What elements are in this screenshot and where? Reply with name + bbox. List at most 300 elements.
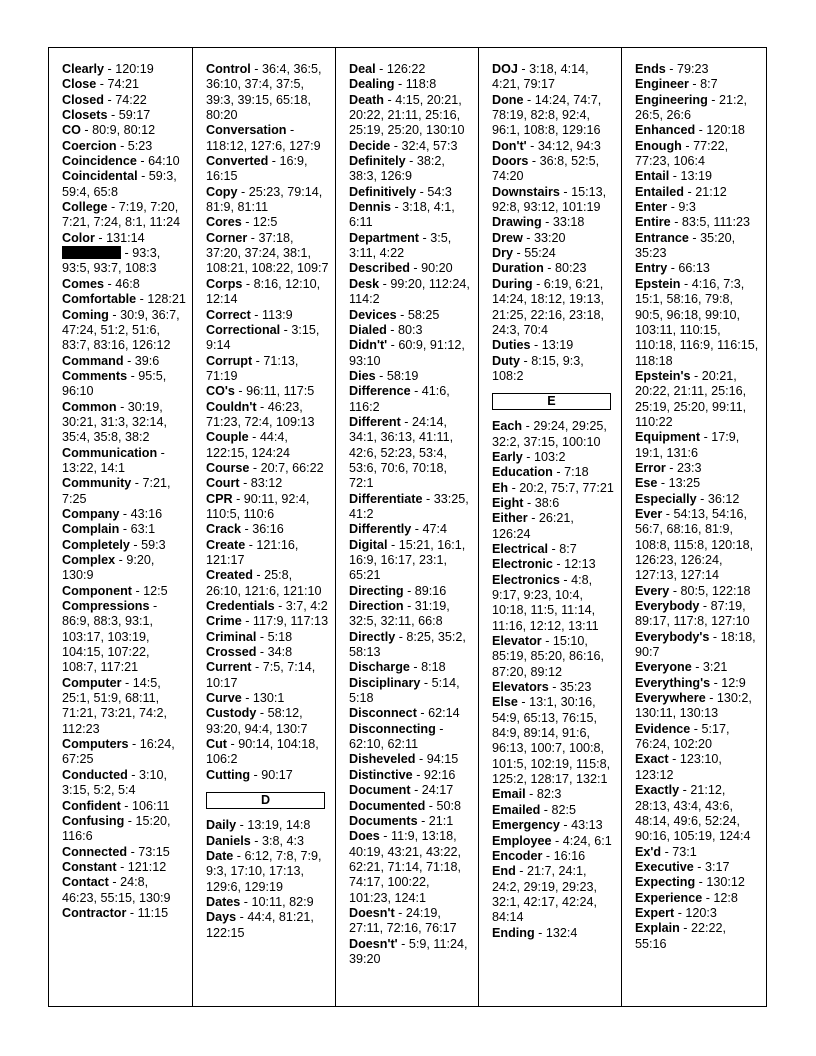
index-entry: Evidence - 5:17, 76:24, 102:20 bbox=[635, 721, 730, 752]
page-refs: 3:17 bbox=[705, 859, 730, 874]
index-entry: Coincidental - 59:3, 59:4, 65:8 bbox=[62, 169, 177, 199]
index-term: Dennis bbox=[349, 200, 391, 215]
page-refs: 4:24, 6:1 bbox=[562, 833, 612, 848]
page-refs: 7:19, 7:20, 7:21, 7:24, 8:1, 11:24 bbox=[62, 200, 181, 230]
index-entry: Electronic - 12:13 bbox=[492, 557, 596, 572]
page-refs: 120:18 bbox=[706, 123, 745, 138]
index-entry: Explain - 22:22, 55:16 bbox=[635, 921, 727, 951]
page-refs: 6:12, 7:8, 7:9, 9:3, 17:10, 17:13, 129:6, 129:19 bbox=[206, 848, 322, 894]
index-term: Desk bbox=[349, 276, 380, 291]
page-refs: 13:22, 14:1 bbox=[62, 460, 126, 475]
page-refs: 71:13, 71:19 bbox=[206, 353, 299, 383]
index-term: Ending bbox=[492, 925, 535, 940]
index-term: Direction bbox=[349, 599, 404, 614]
index-entry: Crack - 36:16 bbox=[206, 522, 284, 537]
index-term: Computer bbox=[62, 675, 122, 690]
page-refs: 30:9, 36:7, 47:24, 51:2, 51:6, 83:7, 83:16, 126:12 bbox=[62, 307, 180, 353]
index-term: Devices bbox=[349, 307, 397, 322]
index-entry: Don't' - 34:12, 94:3 bbox=[492, 138, 601, 153]
page-refs: 34:8 bbox=[267, 645, 293, 660]
index-term: Enhanced bbox=[635, 123, 696, 138]
index-term: Ends bbox=[635, 62, 666, 76]
index-entry: Epstein - 4:16, 7:3, 15:1, 58:16, 79:8, 90:5, 96:18, 99:10, 103:11, 110:15, 110:18, 116:9, 116:15, 118:18 bbox=[635, 276, 759, 368]
page-refs: 83:5, 111:23 bbox=[681, 215, 751, 230]
page-refs: 21:12, 28:13, 43:4, 43:6, 48:14, 49:6, 52:24, 90:16, 105:19, 124:4 bbox=[635, 783, 751, 844]
index-entry: Dry - 55:24 bbox=[492, 246, 556, 261]
index-entry: Enhanced - 120:18 bbox=[635, 123, 745, 138]
page-refs: 24:19, 27:11, 72:16, 76:17 bbox=[349, 905, 457, 936]
index-entry: Couldn't - 46:23, 71:23, 72:4, 109:13 bbox=[206, 399, 315, 429]
index-entry: Entailed - 21:12 bbox=[635, 184, 727, 199]
index-term: Distinctive bbox=[349, 767, 413, 782]
index-entry: Decide - 32:4, 57:3 bbox=[349, 138, 458, 153]
index-term: Couldn't bbox=[206, 399, 257, 414]
index-term: Closed bbox=[62, 92, 104, 107]
index-entry: Difference - 41:6, 116:2 bbox=[349, 384, 450, 414]
index-entry: Corps - 8:16, 12:10, 12:14 bbox=[206, 276, 321, 307]
index-entry: Early - 103:2 bbox=[492, 449, 566, 464]
index-entry: Encoder - 16:16 bbox=[492, 848, 586, 863]
index-term: Couple bbox=[206, 430, 249, 445]
index-entry: Conducted - 3:10, 3:15, 5:2, 5:4 bbox=[62, 767, 167, 798]
page-refs: 80:9, 80:12 bbox=[92, 123, 156, 138]
index-term: Disheveled bbox=[349, 752, 416, 767]
index-term: Epstein's bbox=[635, 368, 691, 383]
index-entry: Engineering - 21:2, 26:5, 26:6 bbox=[635, 92, 747, 123]
index-entry: Completely - 59:3 bbox=[62, 537, 166, 552]
index-entry: Eh - 20:2, 75:7, 77:21 bbox=[492, 480, 614, 495]
index-entry: Executive - 3:17 bbox=[635, 859, 730, 874]
index-entry: Equipment - 17:9, 19:1, 131:6 bbox=[635, 430, 740, 460]
index-term: College bbox=[62, 200, 108, 215]
index-term: Corrupt bbox=[206, 353, 253, 368]
page-refs: 79:23 bbox=[677, 62, 709, 76]
index-entry: Correct - 113:9 bbox=[206, 307, 293, 322]
page-refs: 73:15 bbox=[138, 844, 170, 859]
index-term: Equipment bbox=[635, 430, 701, 445]
index-term: Error bbox=[635, 460, 666, 475]
index-term: Cores bbox=[206, 215, 242, 230]
index-entry: Days - 44:4, 81:21, 122:15 bbox=[206, 910, 314, 940]
page-refs: 33:18 bbox=[552, 215, 585, 230]
index-term: Clearly bbox=[62, 62, 105, 76]
index-entry: Create - 121:16, 121:17 bbox=[206, 537, 299, 567]
page-refs: 8:15, 9:3, 108:2 bbox=[492, 353, 584, 383]
index-term: Crime bbox=[206, 614, 242, 629]
index-term: CO bbox=[62, 123, 81, 138]
index-term: Each bbox=[492, 419, 523, 434]
page-refs: 118:12, 127:6, 127:9 bbox=[206, 138, 321, 153]
index-term: Cutting bbox=[206, 767, 251, 782]
index-entry: Confident - 106:11 bbox=[62, 798, 170, 813]
page-refs: 94:15 bbox=[426, 752, 459, 767]
page-refs: 83:12 bbox=[250, 476, 283, 491]
index-term: Close bbox=[62, 77, 97, 92]
index-column-2 bbox=[193, 48, 336, 1006]
index-term: Drawing bbox=[492, 215, 542, 230]
index-entry: Engineer - 8:7 bbox=[635, 77, 718, 92]
index-term: Everybody's bbox=[635, 629, 710, 644]
index-entry: Doesn't' - 5:9, 11:24, 39:20 bbox=[349, 936, 468, 966]
page-refs: 7:5, 7:14, 10:17 bbox=[206, 660, 316, 690]
page-refs: 62:14 bbox=[428, 706, 460, 721]
page-refs: 8:7 bbox=[559, 541, 577, 556]
index-entry: Connected - 73:15 bbox=[62, 844, 170, 859]
index-entry: Everyone - 3:21 bbox=[635, 660, 728, 675]
section-header-d: D bbox=[206, 792, 325, 809]
page-refs: 4:16, 7:3, 15:1, 58:16, 79:8, 90:5, 96:18, 99:10, 103:11, 110:15, 110:18, 116:9, 116:15, 118:18 bbox=[635, 276, 759, 368]
page-refs: 7:18 bbox=[564, 465, 589, 480]
page-refs: 26:21, 126:24 bbox=[492, 511, 574, 541]
index-term: Command bbox=[62, 353, 124, 368]
index-term: Emailed bbox=[492, 802, 541, 817]
index-term: Directly bbox=[349, 629, 396, 644]
page-refs: 39:6 bbox=[134, 353, 160, 368]
index-term: Disconnect bbox=[349, 706, 417, 721]
index-term: Credentials bbox=[206, 599, 275, 614]
index-term: Enough bbox=[635, 138, 682, 153]
index-entry: Confusing - 15:20, 116:6 bbox=[62, 813, 171, 844]
page-refs: 50:8 bbox=[436, 798, 461, 813]
page-refs: 60:9, 91:12, 93:10 bbox=[349, 338, 465, 368]
page-refs: 11:9, 13:18, 40:19, 43:21, 43:22, 62:21, 71:14, 71:18, 74:17, 100:22, 101:23, 124:1 bbox=[349, 829, 462, 905]
index-term: Everywhere bbox=[635, 691, 706, 706]
page-refs: 131:14 bbox=[106, 230, 145, 245]
index-entry: Comes - 46:8 bbox=[62, 276, 140, 291]
index-term: Eh bbox=[492, 480, 509, 495]
index-term: Correctional bbox=[206, 322, 281, 337]
page-refs: 93:3, 93:5, 93:7, 108:3 bbox=[62, 246, 161, 276]
index-entry: Comments - 95:5, 96:10 bbox=[62, 368, 167, 399]
index-term: Does bbox=[349, 829, 380, 844]
page-refs: 130:2, 130:11, 130:13 bbox=[635, 691, 752, 721]
page-refs: 130:12 bbox=[706, 875, 745, 890]
index-term: Custody bbox=[206, 706, 257, 721]
index-term: Definitively bbox=[349, 184, 417, 199]
page-refs: 3:15, 9:14 bbox=[206, 322, 320, 353]
index-term: Contact bbox=[62, 875, 109, 890]
index-term: Downstairs bbox=[492, 184, 560, 199]
page-refs: 113:9 bbox=[262, 307, 293, 322]
index-entry: Copy - 25:23, 79:14, 81:9, 81:11 bbox=[206, 184, 323, 215]
index-term: Converted bbox=[206, 154, 269, 169]
index-entry: Conversation - 118:12, 127:6, 127:9 bbox=[206, 123, 321, 153]
page-refs: 8:25, 35:2, 58:13 bbox=[349, 629, 466, 660]
page-refs: 12:8 bbox=[713, 890, 738, 905]
index-entry: Digital - 15:21, 16:1, 16:9, 16:17, 23:1, 65:21 bbox=[349, 537, 466, 583]
index-entry: Definitely - 38:2, 38:3, 126:9 bbox=[349, 154, 445, 184]
index-term: Elevators bbox=[492, 680, 549, 695]
index-entry: Exactly - 21:12, 28:13, 43:4, 43:6, 48:14, 49:6, 52:24, 90:16, 105:19, 124:4 bbox=[635, 783, 751, 844]
page-refs: 21:12 bbox=[695, 184, 727, 199]
index-entry: Employee - 4:24, 6:1 bbox=[492, 833, 612, 848]
index-term: Communication bbox=[62, 445, 158, 460]
page-refs: 12:5 bbox=[252, 215, 278, 230]
index-term: Email bbox=[492, 787, 526, 802]
index-term: CPR bbox=[206, 491, 233, 506]
index-entry: Complex - 9:20, 130:9 bbox=[62, 553, 155, 583]
index-term: Electrical bbox=[492, 541, 549, 556]
index-term: Common bbox=[62, 399, 117, 414]
index-term: Company bbox=[62, 506, 120, 521]
page-refs: 13:19 bbox=[541, 338, 574, 353]
index-entry: Does - 11:9, 13:18, 40:19, 43:21, 43:22, 62:21, 71:14, 71:18, 74:17, 100:22, 101:23, 124:1 bbox=[349, 829, 462, 905]
index-term: Contractor bbox=[62, 905, 127, 920]
index-term: Dies bbox=[349, 368, 376, 383]
index-entry: Current - 7:5, 7:14, 10:17 bbox=[206, 660, 316, 690]
page-refs: 44:4, 81:21, 122:15 bbox=[206, 910, 314, 940]
index-entry: Communication - 13:22, 14:1 bbox=[62, 445, 165, 475]
index-term: Drew bbox=[492, 230, 523, 245]
index-entry: Corner - 37:18, 37:20, 37:24, 38:1, 108:21, 108:22, 109:7 bbox=[206, 230, 329, 276]
page-refs: 20:21, 20:22, 21:11, 25:16, 25:19, 25:20, 99:11, 110:22 bbox=[635, 368, 747, 429]
page-refs: 106:11 bbox=[131, 798, 170, 813]
index-term: Else bbox=[492, 695, 518, 710]
page-refs: 90:20 bbox=[421, 261, 453, 276]
index-term: Early bbox=[492, 449, 523, 464]
index-entry: Enter - 9:3 bbox=[635, 200, 696, 215]
index-term: Component bbox=[62, 583, 132, 598]
index-entry: Duty - 8:15, 9:3, 108:2 bbox=[492, 353, 584, 383]
index-entry: Entrance - 35:20, 35:23 bbox=[635, 230, 736, 261]
index-term: Engineering bbox=[635, 92, 708, 107]
index-entry: Differently - 47:4 bbox=[349, 522, 447, 537]
page-refs: 8:7 bbox=[700, 77, 718, 92]
page-refs: 13:1, 30:16, 54:9, 65:13, 76:15, 84:9, 89:14, 91:6, 96:13, 100:7, 100:8, 101:5, 102:19, 115:8, 125:2, 128:17, 132:1 bbox=[492, 695, 611, 787]
index-entry: - 93:3, 93:5, 93:7, 108:3 bbox=[62, 246, 161, 276]
index-term: During bbox=[492, 276, 533, 291]
page-refs: 80:5, 122:18 bbox=[680, 583, 751, 598]
page-refs: 5:9, 11:24, 39:20 bbox=[349, 936, 468, 966]
index-term: Dialed bbox=[349, 322, 387, 337]
page-refs: 21:7, 24:1, 24:2, 29:19, 29:23, 32:1, 42:17, 42:24, 84:14 bbox=[492, 864, 598, 925]
index-term: Exactly bbox=[635, 783, 680, 798]
page-refs: 74:22 bbox=[115, 92, 147, 107]
page-refs: 5:14, 5:18 bbox=[349, 675, 460, 706]
index-term: Everyone bbox=[635, 660, 692, 675]
index-entry: Computers - 16:24, 67:25 bbox=[62, 737, 175, 767]
page-refs: 8:16, 12:10, 12:14 bbox=[206, 276, 321, 307]
page-refs: 35:23 bbox=[559, 680, 592, 695]
index-entry: Distinctive - 92:16 bbox=[349, 767, 456, 782]
index-entry: Everything's - 12:9 bbox=[635, 675, 746, 690]
index-term: Duration bbox=[492, 261, 544, 276]
index-term: Doesn't' bbox=[349, 936, 398, 951]
index-entry: Epstein's - 20:21, 20:22, 21:11, 25:16, 25:19, 25:20, 99:11, 110:22 bbox=[635, 368, 747, 429]
index-term: Compressions bbox=[62, 599, 150, 614]
page-refs: 32:4, 57:3 bbox=[401, 138, 458, 153]
index-term: Explain bbox=[635, 921, 680, 936]
index-term: Education bbox=[492, 465, 553, 480]
page-refs: 38:6 bbox=[534, 495, 560, 510]
index-term: Epstein bbox=[635, 276, 681, 291]
page-refs: 77:22, 77:23, 106:4 bbox=[635, 138, 729, 169]
index-entry: Ends - 79:23 bbox=[635, 62, 709, 76]
index-term: Every bbox=[635, 583, 670, 598]
index-entry: Disconnecting - 62:10, 62:11 bbox=[349, 721, 444, 752]
page-refs: 36:16 bbox=[252, 522, 284, 537]
index-entry: Duties - 13:19 bbox=[492, 338, 574, 353]
page-refs: 14:24, 74:7, 78:19, 82:8, 92:4, 96:1, 108:8, 129:16 bbox=[492, 92, 602, 138]
index-entry: Deal - 126:22 bbox=[349, 62, 426, 76]
index-term: Comments bbox=[62, 368, 128, 383]
page-refs: 86:9, 88:3, 93:1, 103:17, 103:19, 104:15, 107:22, 108:7, 117:21 bbox=[62, 614, 154, 675]
index-term: Crossed bbox=[206, 645, 257, 660]
index-entry: Devices - 58:25 bbox=[349, 307, 440, 322]
index-entry: Email - 82:3 bbox=[492, 787, 562, 802]
index-entry: Ex'd - 73:1 bbox=[635, 844, 697, 859]
page-refs: 34:12, 94:3 bbox=[537, 138, 601, 153]
index-term: Duty bbox=[492, 353, 520, 368]
index-term: Complex bbox=[62, 553, 116, 567]
index-term: Exact bbox=[635, 752, 669, 767]
index-entry: Done - 14:24, 74:7, 78:19, 82:8, 92:4, 96:1, 108:8, 129:16 bbox=[492, 92, 602, 138]
index-term: Date bbox=[206, 848, 234, 863]
index-entry: Court - 83:12 bbox=[206, 476, 283, 491]
page-refs: 17:9, 19:1, 131:6 bbox=[635, 430, 740, 460]
index-term: Confident bbox=[62, 798, 121, 813]
index-term: Created bbox=[206, 568, 253, 583]
index-term: Deal bbox=[349, 62, 376, 76]
page-refs: 35:20, 35:23 bbox=[635, 230, 736, 261]
index-entry: Directly - 8:25, 35:2, 58:13 bbox=[349, 629, 466, 660]
index-entry: Control - 36:4, 36:5, 36:10, 37:4, 37:5, 39:3, 39:15, 65:18, 80:20 bbox=[206, 62, 322, 123]
page-refs: 5:23 bbox=[127, 138, 153, 153]
page-refs: 132:4 bbox=[545, 925, 578, 940]
index-entry: Experience - 12:8 bbox=[635, 890, 738, 905]
page-refs: 47:4 bbox=[422, 522, 447, 537]
index-term: End bbox=[492, 864, 516, 879]
index-term: Entire bbox=[635, 215, 671, 230]
index-entry: Contractor - 11:15 bbox=[62, 905, 169, 920]
page-refs: 15:10, 85:19, 85:20, 86:16, 87:20, 89:12 bbox=[492, 634, 605, 679]
page-refs: 3:18, 4:14, 4:21, 79:17 bbox=[492, 62, 589, 92]
page-refs: 12:9 bbox=[721, 675, 746, 690]
index-column-5 bbox=[622, 48, 766, 1006]
index-entry: Entry - 66:13 bbox=[635, 261, 710, 276]
page-refs: 30:19, 30:21, 31:3, 32:14, 35:4, 35:8, 38:2 bbox=[62, 399, 168, 445]
index-term: Conducted bbox=[62, 767, 128, 782]
page-refs: 37:18, 37:20, 37:24, 38:1, 108:21, 108:22, 109:7 bbox=[206, 230, 329, 276]
index-entry: Crime - 117:9, 117:13 bbox=[206, 614, 329, 629]
section-header-e: E bbox=[492, 393, 611, 410]
index-entry: Differentiate - 33:25, 41:2 bbox=[349, 491, 469, 521]
page-refs: 82:3 bbox=[536, 787, 562, 802]
index-entry: Dies - 58:19 bbox=[349, 368, 419, 383]
index-entry: Especially - 36:12 bbox=[635, 491, 740, 506]
page-refs: 9:20, 130:9 bbox=[62, 553, 155, 583]
index-page bbox=[48, 47, 767, 1007]
index-entry: Ese - 13:25 bbox=[635, 476, 701, 491]
index-term: Department bbox=[349, 230, 419, 245]
index-term: Decide bbox=[349, 138, 391, 153]
page-refs: 6:19, 6:21, 14:24, 18:12, 19:13, 21:25, 22:16, 23:18, 24:3, 70:4 bbox=[492, 276, 605, 337]
index-entry: Ending - 132:4 bbox=[492, 925, 578, 940]
index-term: Criminal bbox=[206, 629, 257, 644]
index-term: Emergency bbox=[492, 818, 560, 833]
page-refs: 10:11, 82:9 bbox=[251, 894, 314, 909]
page-refs: 43:13 bbox=[571, 818, 603, 833]
index-entry: College - 7:19, 7:20, 7:21, 7:24, 8:1, 11:24 bbox=[62, 200, 181, 230]
index-entry: Described - 90:20 bbox=[349, 261, 453, 276]
index-term: Entry bbox=[635, 261, 668, 276]
index-term: Described bbox=[349, 261, 410, 276]
index-entry: Enough - 77:22, 77:23, 106:4 bbox=[635, 138, 729, 169]
index-term: Either bbox=[492, 511, 528, 526]
page-refs: 16:24, 67:25 bbox=[62, 737, 175, 767]
index-term: Everything's bbox=[635, 675, 711, 690]
page-refs: 41:6, 116:2 bbox=[349, 384, 450, 414]
index-entry: Disconnect - 62:14 bbox=[349, 706, 460, 721]
page-refs: 15:20, 116:6 bbox=[62, 813, 171, 844]
page-refs: 58:12, 93:20, 94:4, 130:7 bbox=[206, 706, 308, 736]
index-entry: Entail - 13:19 bbox=[635, 169, 713, 184]
index-entry: Error - 23:3 bbox=[635, 460, 702, 475]
index-entry: Definitively - 54:3 bbox=[349, 184, 452, 199]
index-entry: Curve - 130:1 bbox=[206, 691, 285, 706]
index-entry: Downstairs - 15:13, 92:8, 93:12, 101:19 bbox=[492, 184, 607, 215]
index-entry: CO's - 96:11, 117:5 bbox=[206, 384, 315, 399]
index-term: Electronics bbox=[492, 572, 560, 587]
page-refs: 36:12 bbox=[707, 491, 740, 506]
page-refs: 121:12 bbox=[127, 859, 167, 874]
page-refs: 13:19 bbox=[680, 169, 713, 184]
index-entry: Direction - 31:19, 32:5, 32:11, 66:8 bbox=[349, 599, 450, 629]
page-refs: 25:23, 79:14, 81:9, 81:11 bbox=[206, 184, 323, 215]
page-refs: 3:8, 4:3 bbox=[262, 833, 305, 848]
page-refs: 59:3 bbox=[141, 537, 166, 552]
index-term: Entailed bbox=[635, 184, 684, 199]
index-term: Evidence bbox=[635, 721, 691, 736]
index-term: CO's bbox=[206, 384, 235, 399]
index-term: Entail bbox=[635, 169, 670, 184]
index-term: Constant bbox=[62, 859, 117, 874]
index-entry: Cutting - 90:17 bbox=[206, 767, 293, 782]
page-refs: 25:8, 26:10, 121:6, 121:10 bbox=[206, 568, 322, 598]
index-term: DOJ bbox=[492, 62, 518, 76]
index-entry: Desk - 99:20, 112:24, 114:2 bbox=[349, 276, 470, 307]
page-refs: 62:10, 62:11 bbox=[349, 737, 419, 752]
index-entry: Compressions - 86:9, 88:3, 93:1, 103:17, 103:19, 104:15, 107:22, 108:7, 117:21 bbox=[62, 599, 158, 675]
page-refs: 92:16 bbox=[423, 767, 456, 782]
page-refs: 4:8, 9:17, 9:23, 10:4, 10:18, 11:5, 11:14, 11:16, 12:12, 13:11 bbox=[492, 572, 599, 633]
page-refs: 36:8, 52:5, 74:20 bbox=[492, 154, 600, 184]
index-term: Ex'd bbox=[635, 844, 662, 859]
index-term: Documented bbox=[349, 798, 426, 813]
page-refs: 15:13, 92:8, 93:12, 101:19 bbox=[492, 184, 607, 215]
index-term: Closets bbox=[62, 108, 108, 123]
index-term: Comes bbox=[62, 276, 104, 291]
index-entry: Coincidence - 64:10 bbox=[62, 154, 180, 169]
page-refs: 18:18, 90:7 bbox=[635, 629, 756, 660]
page-refs: 21:2, 26:5, 26:6 bbox=[635, 92, 747, 123]
page-refs: 5:17, 76:24, 102:20 bbox=[635, 721, 730, 752]
index-entry: Custody - 58:12, 93:20, 94:4, 130:7 bbox=[206, 706, 308, 736]
page-refs: 13:25 bbox=[668, 476, 701, 491]
page-refs: 99:20, 112:24, 114:2 bbox=[349, 276, 470, 307]
page-refs: 121:16, 121:17 bbox=[206, 537, 299, 567]
page-refs: 4:15, 20:21, 20:22, 21:11, 25:16, 25:19, 25:20, 130:10 bbox=[349, 92, 465, 138]
index-term: Executive bbox=[635, 859, 694, 874]
page-refs: 7:21, 7:25 bbox=[62, 476, 171, 506]
index-entry: Document - 24:17 bbox=[349, 783, 454, 798]
page-refs: 23:3 bbox=[677, 460, 702, 475]
page-refs: 38:2, 38:3, 126:9 bbox=[349, 154, 445, 184]
index-entry: Department - 3:5, 3:11, 4:22 bbox=[349, 230, 452, 261]
page-refs: 46:8 bbox=[115, 276, 140, 291]
page-refs: 3:5, 3:11, 4:22 bbox=[349, 230, 452, 261]
index-entry: Else - 13:1, 30:16, 54:9, 65:13, 76:15, 84:9, 89:14, 91:6, 96:13, 100:7, 100:8, 101:5, 102:19, 115:8, 125:2, 128:17, 132:1 bbox=[492, 695, 611, 787]
